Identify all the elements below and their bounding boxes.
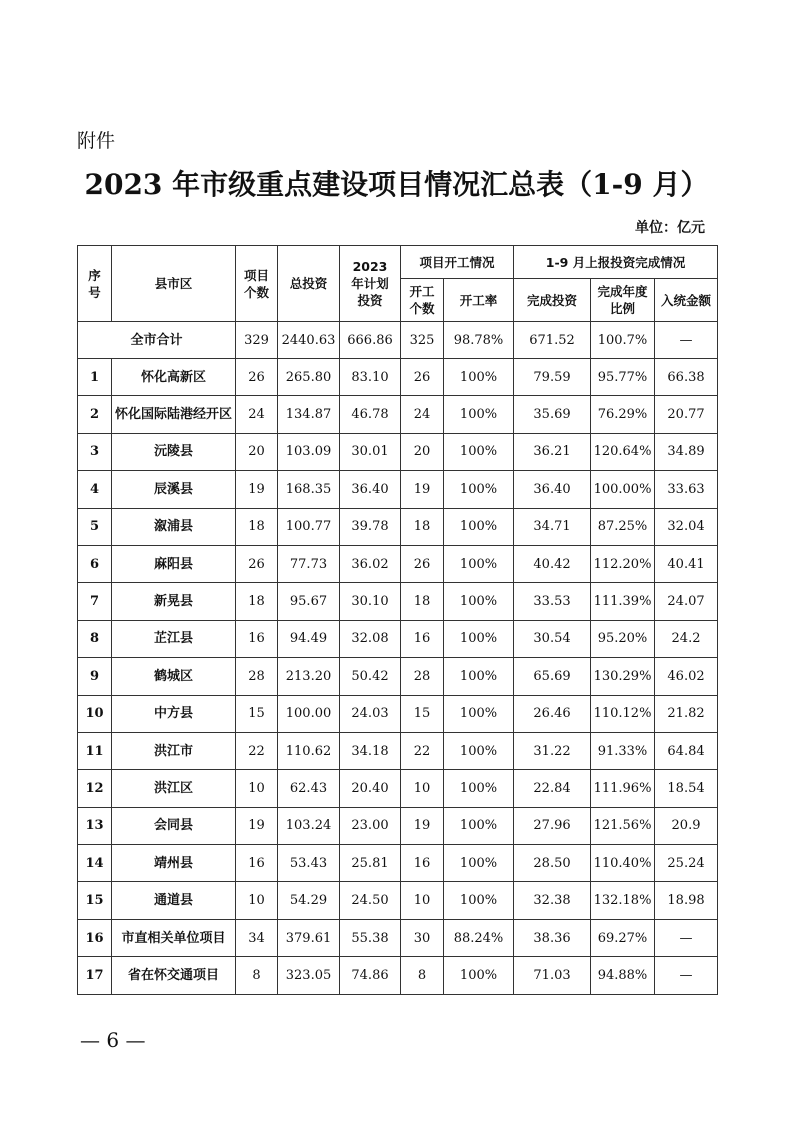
- table-row: [78, 508, 718, 545]
- cell-start-count: 20: [401, 433, 444, 470]
- cell-plan-2023: 50.42: [340, 658, 401, 695]
- cell-seq: 2: [78, 396, 112, 433]
- cell-completed: 27.96: [514, 807, 591, 844]
- table-row: [78, 882, 718, 919]
- total-plan-2023: 666.86: [340, 322, 401, 359]
- cell-completed: 30.54: [514, 620, 591, 657]
- cell-stats-amount: 24.2: [655, 620, 718, 657]
- cell-completion-ratio: 111.96%: [591, 770, 655, 807]
- cell-start-count: 10: [401, 882, 444, 919]
- cell-start-rate: 100%: [444, 732, 514, 769]
- total-stats-amount: —: [655, 322, 718, 359]
- cell-project-count: 8: [236, 957, 278, 994]
- cell-seq: 4: [78, 471, 112, 508]
- cell-total-investment: 100.00: [278, 695, 340, 732]
- cell-completion-ratio: 76.29%: [591, 396, 655, 433]
- cell-completion-ratio: 121.56%: [591, 807, 655, 844]
- cell-county: 市直相关单位项目: [112, 919, 236, 956]
- cell-stats-amount: 18.98: [655, 882, 718, 919]
- cell-completed: 38.36: [514, 919, 591, 956]
- cell-plan-2023: 39.78: [340, 508, 401, 545]
- cell-stats-amount: 66.38: [655, 359, 718, 396]
- cell-start-count: 16: [401, 845, 444, 882]
- table-row: [78, 807, 718, 844]
- header-start-count: 开工个数: [401, 279, 444, 322]
- cell-total-investment: 77.73: [278, 545, 340, 582]
- cell-total-investment: 94.49: [278, 620, 340, 657]
- header-county: 县市区: [112, 246, 236, 322]
- cell-plan-2023: 32.08: [340, 620, 401, 657]
- cell-seq: 13: [78, 807, 112, 844]
- cell-completion-ratio: 69.27%: [591, 919, 655, 956]
- cell-start-rate: 100%: [444, 508, 514, 545]
- cell-project-count: 24: [236, 396, 278, 433]
- cell-start-rate: 100%: [444, 359, 514, 396]
- cell-start-rate: 100%: [444, 807, 514, 844]
- cell-seq: 5: [78, 508, 112, 545]
- cell-project-count: 18: [236, 583, 278, 620]
- cell-county: 洪江区: [112, 770, 236, 807]
- table-row: [78, 770, 718, 807]
- cell-project-count: 22: [236, 732, 278, 769]
- cell-completed: 36.40: [514, 471, 591, 508]
- cell-seq: 17: [78, 957, 112, 994]
- table-row: [78, 471, 718, 508]
- cell-start-count: 19: [401, 471, 444, 508]
- cell-start-rate: 100%: [444, 583, 514, 620]
- cell-plan-2023: 83.10: [340, 359, 401, 396]
- cell-total-investment: 62.43: [278, 770, 340, 807]
- table-row: [78, 545, 718, 582]
- cell-start-rate: 100%: [444, 545, 514, 582]
- cell-start-rate: 100%: [444, 695, 514, 732]
- table-row: [78, 359, 718, 396]
- cell-completed: 26.46: [514, 695, 591, 732]
- cell-stats-amount: 46.02: [655, 658, 718, 695]
- cell-completion-ratio: 95.77%: [591, 359, 655, 396]
- cell-total-investment: 134.87: [278, 396, 340, 433]
- cell-county: 新晃县: [112, 583, 236, 620]
- cell-seq: 9: [78, 658, 112, 695]
- cell-start-count: 15: [401, 695, 444, 732]
- total-completed: 671.52: [514, 322, 591, 359]
- cell-start-count: 30: [401, 919, 444, 956]
- cell-seq: 6: [78, 545, 112, 582]
- cell-seq: 8: [78, 620, 112, 657]
- cell-plan-2023: 34.18: [340, 732, 401, 769]
- cell-total-investment: 103.09: [278, 433, 340, 470]
- cell-completed: 22.84: [514, 770, 591, 807]
- cell-plan-2023: 25.81: [340, 845, 401, 882]
- cell-project-count: 20: [236, 433, 278, 470]
- cell-county: 怀化高新区: [112, 359, 236, 396]
- cell-seq: 15: [78, 882, 112, 919]
- header-seq: 序号: [78, 246, 112, 322]
- total-investment: 2440.63: [278, 322, 340, 359]
- cell-county: 沅陵县: [112, 433, 236, 470]
- total-start-count: 325: [401, 322, 444, 359]
- cell-stats-amount: 34.89: [655, 433, 718, 470]
- cell-completion-ratio: 111.39%: [591, 583, 655, 620]
- cell-stats-amount: —: [655, 919, 718, 956]
- cell-seq: 10: [78, 695, 112, 732]
- total-completion-ratio: 100.7%: [591, 322, 655, 359]
- cell-completed: 79.59: [514, 359, 591, 396]
- cell-start-count: 28: [401, 658, 444, 695]
- cell-start-rate: 100%: [444, 471, 514, 508]
- cell-project-count: 15: [236, 695, 278, 732]
- cell-completed: 71.03: [514, 957, 591, 994]
- cell-county: 怀化国际陆港经开区: [112, 396, 236, 433]
- cell-completed: 32.38: [514, 882, 591, 919]
- header-completion-ratio: 完成年度比例: [591, 279, 655, 322]
- header-project-count: 项目个数: [236, 246, 278, 322]
- cell-stats-amount: 24.07: [655, 583, 718, 620]
- table-row: [78, 433, 718, 470]
- table-row: [78, 845, 718, 882]
- cell-project-count: 26: [236, 545, 278, 582]
- cell-plan-2023: 24.03: [340, 695, 401, 732]
- table-row: [78, 620, 718, 657]
- cell-plan-2023: 23.00: [340, 807, 401, 844]
- cell-county: 中方县: [112, 695, 236, 732]
- cell-total-investment: 100.77: [278, 508, 340, 545]
- cell-seq: 7: [78, 583, 112, 620]
- table-row: [78, 695, 718, 732]
- cell-completion-ratio: 120.64%: [591, 433, 655, 470]
- header-completed: 完成投资: [514, 279, 591, 322]
- table-row: [78, 919, 718, 956]
- table-row: [78, 396, 718, 433]
- cell-total-investment: 265.80: [278, 359, 340, 396]
- cell-county: 辰溪县: [112, 471, 236, 508]
- cell-start-count: 26: [401, 545, 444, 582]
- cell-completed: 40.42: [514, 545, 591, 582]
- cell-start-rate: 100%: [444, 620, 514, 657]
- header-start-rate: 开工率: [444, 279, 514, 322]
- cell-start-rate: 100%: [444, 770, 514, 807]
- cell-county: 鹤城区: [112, 658, 236, 695]
- cell-completed: 35.69: [514, 396, 591, 433]
- table-row: [78, 658, 718, 695]
- cell-plan-2023: 30.01: [340, 433, 401, 470]
- cell-completion-ratio: 132.18%: [591, 882, 655, 919]
- header-report-group: 1-9 月上报投资完成情况: [514, 246, 718, 279]
- cell-completion-ratio: 95.20%: [591, 620, 655, 657]
- cell-plan-2023: 74.86: [340, 957, 401, 994]
- cell-project-count: 10: [236, 882, 278, 919]
- total-start-rate: 98.78%: [444, 322, 514, 359]
- cell-start-rate: 100%: [444, 957, 514, 994]
- cell-plan-2023: 46.78: [340, 396, 401, 433]
- table-row: [78, 957, 718, 994]
- cell-county: 芷江县: [112, 620, 236, 657]
- cell-total-investment: 323.05: [278, 957, 340, 994]
- cell-project-count: 16: [236, 620, 278, 657]
- cell-start-rate: 100%: [444, 433, 514, 470]
- cell-completed: 36.21: [514, 433, 591, 470]
- cell-completion-ratio: 112.20%: [591, 545, 655, 582]
- cell-seq: 14: [78, 845, 112, 882]
- cell-plan-2023: 36.40: [340, 471, 401, 508]
- total-label: 全市合计: [78, 322, 236, 359]
- cell-start-count: 26: [401, 359, 444, 396]
- cell-total-investment: 110.62: [278, 732, 340, 769]
- header-start-group: 项目开工情况: [401, 246, 514, 279]
- cell-project-count: 19: [236, 807, 278, 844]
- table-row: [78, 583, 718, 620]
- cell-county: 通道县: [112, 882, 236, 919]
- cell-start-count: 19: [401, 807, 444, 844]
- cell-completed: 31.22: [514, 732, 591, 769]
- cell-start-count: 16: [401, 620, 444, 657]
- cell-total-investment: 213.20: [278, 658, 340, 695]
- cell-stats-amount: 40.41: [655, 545, 718, 582]
- cell-start-count: 18: [401, 583, 444, 620]
- cell-plan-2023: 36.02: [340, 545, 401, 582]
- cell-project-count: 28: [236, 658, 278, 695]
- cell-plan-2023: 30.10: [340, 583, 401, 620]
- total-project-count: 329: [236, 322, 278, 359]
- cell-start-rate: 100%: [444, 882, 514, 919]
- cell-county: 靖州县: [112, 845, 236, 882]
- header-plan-2023: 2023 年计划投资: [340, 246, 401, 322]
- cell-total-investment: 95.67: [278, 583, 340, 620]
- cell-project-count: 34: [236, 919, 278, 956]
- cell-completion-ratio: 130.29%: [591, 658, 655, 695]
- total-row: [78, 322, 718, 359]
- cell-plan-2023: 20.40: [340, 770, 401, 807]
- cell-completion-ratio: 91.33%: [591, 732, 655, 769]
- cell-project-count: 10: [236, 770, 278, 807]
- cell-plan-2023: 24.50: [340, 882, 401, 919]
- summary-table: [77, 245, 718, 995]
- page-number: — 6 —: [80, 1028, 146, 1052]
- cell-start-rate: 100%: [444, 658, 514, 695]
- cell-completion-ratio: 110.12%: [591, 695, 655, 732]
- document-title: 2023 年市级重点建设项目情况汇总表（1-9 月）: [84, 168, 709, 201]
- cell-stats-amount: 20.9: [655, 807, 718, 844]
- cell-total-investment: 168.35: [278, 471, 340, 508]
- cell-completed: 34.71: [514, 508, 591, 545]
- cell-start-count: 18: [401, 508, 444, 545]
- cell-start-count: 10: [401, 770, 444, 807]
- cell-completed: 65.69: [514, 658, 591, 695]
- cell-start-rate: 100%: [444, 845, 514, 882]
- cell-county: 会同县: [112, 807, 236, 844]
- unit-label: 单位：亿元: [635, 220, 705, 236]
- cell-county: 省在怀交通项目: [112, 957, 236, 994]
- cell-county: 洪江市: [112, 732, 236, 769]
- header-total-investment: 总投资: [278, 246, 340, 322]
- cell-project-count: 19: [236, 471, 278, 508]
- cell-total-investment: 379.61: [278, 919, 340, 956]
- cell-stats-amount: 18.54: [655, 770, 718, 807]
- cell-county: 溆浦县: [112, 508, 236, 545]
- cell-project-count: 26: [236, 359, 278, 396]
- cell-start-rate: 100%: [444, 396, 514, 433]
- header-stats-amount: 入统金额: [655, 279, 718, 322]
- cell-stats-amount: 33.63: [655, 471, 718, 508]
- cell-start-rate: 88.24%: [444, 919, 514, 956]
- cell-total-investment: 53.43: [278, 845, 340, 882]
- cell-total-investment: 103.24: [278, 807, 340, 844]
- cell-seq: 11: [78, 732, 112, 769]
- cell-stats-amount: —: [655, 957, 718, 994]
- table-row: [78, 732, 718, 769]
- cell-start-count: 8: [401, 957, 444, 994]
- cell-stats-amount: 25.24: [655, 845, 718, 882]
- cell-seq: 3: [78, 433, 112, 470]
- cell-seq: 16: [78, 919, 112, 956]
- cell-stats-amount: 32.04: [655, 508, 718, 545]
- cell-start-count: 22: [401, 732, 444, 769]
- attachment-label: 附件: [77, 130, 116, 152]
- cell-stats-amount: 20.77: [655, 396, 718, 433]
- cell-plan-2023: 55.38: [340, 919, 401, 956]
- cell-seq: 1: [78, 359, 112, 396]
- cell-total-investment: 54.29: [278, 882, 340, 919]
- cell-completed: 28.50: [514, 845, 591, 882]
- cell-seq: 12: [78, 770, 112, 807]
- cell-project-count: 18: [236, 508, 278, 545]
- cell-completion-ratio: 94.88%: [591, 957, 655, 994]
- cell-completion-ratio: 110.40%: [591, 845, 655, 882]
- cell-completed: 33.53: [514, 583, 591, 620]
- cell-completion-ratio: 87.25%: [591, 508, 655, 545]
- cell-stats-amount: 21.82: [655, 695, 718, 732]
- cell-stats-amount: 64.84: [655, 732, 718, 769]
- cell-start-count: 24: [401, 396, 444, 433]
- cell-project-count: 16: [236, 845, 278, 882]
- cell-county: 麻阳县: [112, 545, 236, 582]
- cell-completion-ratio: 100.00%: [591, 471, 655, 508]
